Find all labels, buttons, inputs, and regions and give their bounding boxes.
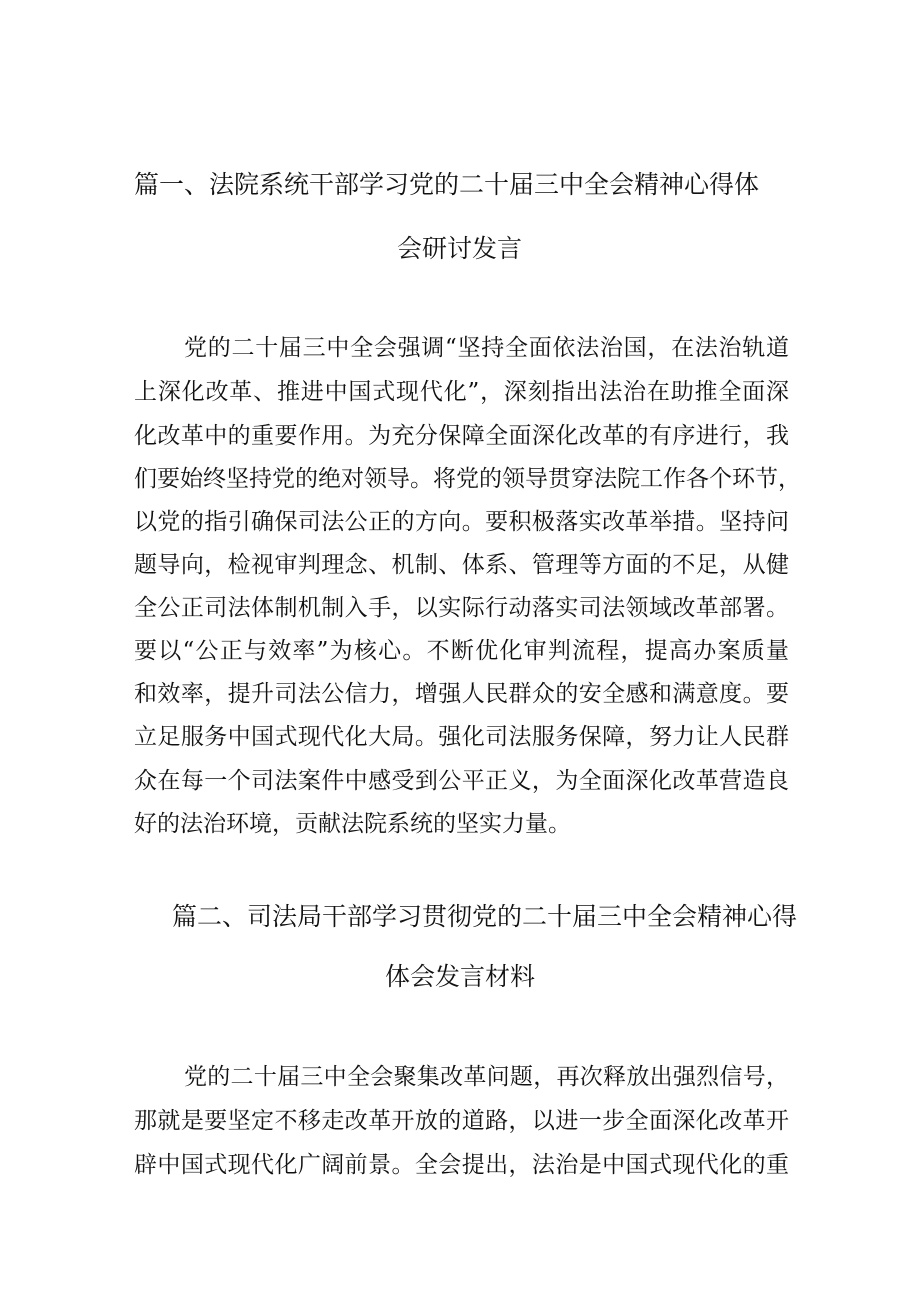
section-2-heading-line-1: 篇二、司法局干部学习贯彻党的二十届三中全会精神心得 [172, 902, 798, 931]
section-1-body-line: 和效率，提升司法公信力，增强人民群众的安全感和满意度。要 [134, 681, 789, 707]
section-1-body-line: 好的法治环境，贡献法院系统的坚实力量。 [134, 811, 571, 837]
section-2-heading-line-2: 体会发言材料 [385, 962, 536, 991]
section-1-heading-line-2: 会研讨发言 [397, 234, 523, 263]
section-1-body-line: 上深化改革、推进中国式现代化”，深刻指出法治在助推全面深 [134, 379, 789, 405]
section-1-body-line: 题导向，检视审判理念、机制、体系、管理等方面的不足，从健 [134, 552, 789, 578]
section-2-body-line: 辟中国式现代化广阔前景。全会提出，法治是中国式现代化的重 [134, 1152, 789, 1178]
section-1-body-line: 以党的指引确保司法公正的方向。要积极落实改革举措。坚持问 [134, 509, 789, 535]
section-1-heading-line-1: 篇一、法院系统干部学习党的二十届三中全会精神心得体 [134, 170, 760, 199]
section-1-body-line: 党的二十届三中全会强调“坚持全面依法治国，在法治轨道 [184, 335, 789, 361]
section-2-body-line: 党的二十届三中全会聚集改革问题，再次释放出强烈信号， [184, 1064, 789, 1090]
section-1-body-line: 众在每一个司法案件中感受到公平正义，为全面深化改革营造良 [134, 768, 789, 794]
section-2-body-line: 那就是要坚定不移走改革开放的道路，以进一步全面深化改革开 [134, 1108, 789, 1134]
section-1-body-line: 要以“公正与效率”为核心。不断优化审判流程，提高办案质量 [134, 638, 789, 664]
section-1-body-line: 全公正司法体制机制入手，以实际行动落实司法领域改革部署。 [134, 595, 789, 621]
section-1-body-line: 们要始终坚持党的绝对领导。将党的领导贯穿法院工作各个环节， [134, 466, 801, 492]
section-1-body-line: 立足服务中国式现代化大局。强化司法服务保障，努力让人民群 [134, 724, 789, 750]
section-1-body-line: 化改革中的重要作用。为充分保障全面深化改革的有序进行，我 [134, 423, 789, 449]
